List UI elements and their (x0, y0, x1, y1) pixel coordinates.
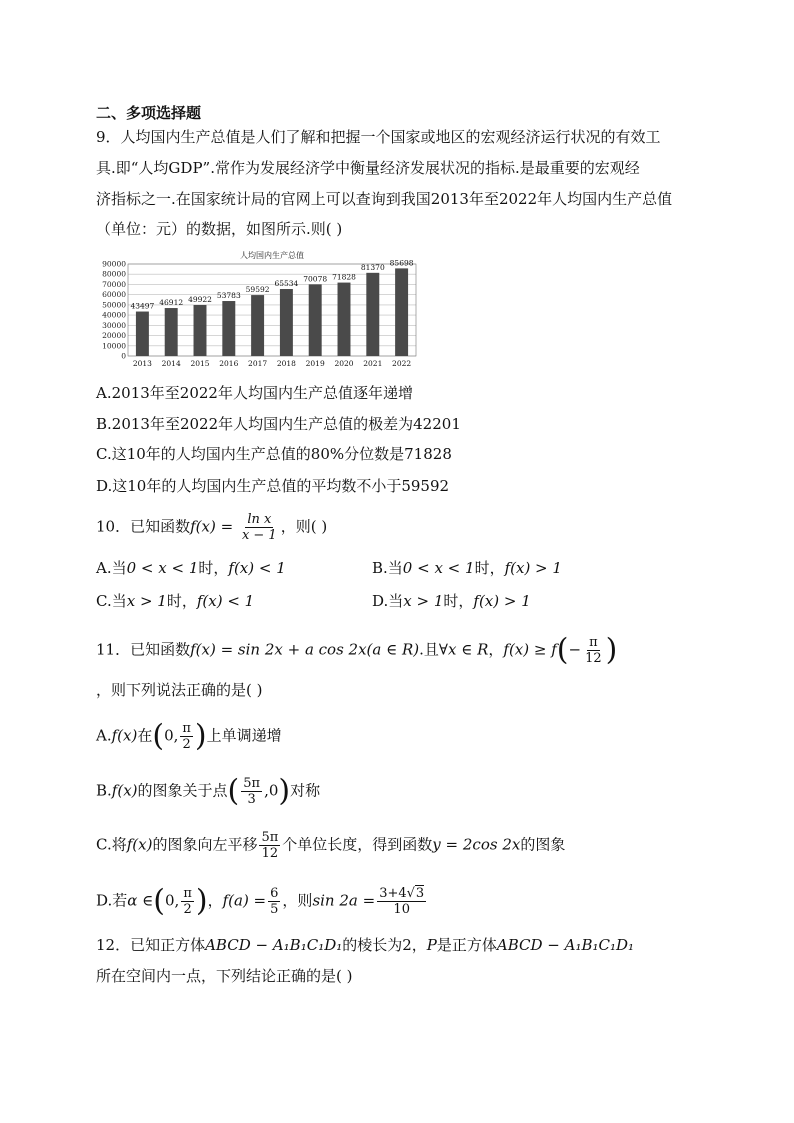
bar-2014 (165, 308, 178, 356)
y-tick-label: 70000 (102, 279, 126, 289)
data-label-2021: 81370 (360, 262, 385, 272)
q11-option-c[interactable]: C.将f(x)的图象向左平移 $\frac{5\pi}{12}$ 个单位长度，得到函数y = 2cos 2x的图象 (96, 830, 566, 861)
bar-2013 (136, 312, 149, 356)
q9-option-b[interactable]: B.2013年至2022年人均国内生产总值的极差为42201 (96, 415, 461, 433)
y-tick-label: 10000 (102, 341, 126, 351)
y-tick-label: 0 (121, 351, 126, 361)
x-tick-label: 2019 (305, 359, 325, 368)
data-label-2016: 53783 (216, 291, 241, 301)
q10-fraction: $\frac{\text{ln x}}{x - 1}$ (241, 512, 277, 543)
data-label-2018: 65534 (274, 279, 299, 289)
data-label-2020: 71828 (332, 272, 356, 282)
q11-option-a[interactable]: A.f(x)在(0, $\frac{\pi}{2}$ )上单调递增 (96, 718, 282, 754)
data-label-2017: 59592 (245, 285, 270, 295)
y-tick-label: 60000 (102, 290, 126, 300)
q11-stem: 11．已知函数f(x) = sin 2x + a cos 2x(a ∈ R).且∀x ∈ R，f(x) ≥ f(− $\frac{\pi}{12}$ ) (96, 632, 618, 668)
x-tick-label: 2016 (219, 359, 239, 368)
q10-option-a[interactable]: A.当0 < x < 1时，f(x) < 1 (96, 559, 286, 577)
q10-stem: 10．已知函数f(x) = $\frac{\text{ln x}}{x - 1}$ ，则( ) (96, 512, 328, 543)
y-tick-label: 20000 (102, 331, 126, 341)
q11-option-d[interactable]: D.若α ∈(0, $\frac{\pi}{2}$ )，f(a) = $\frac{6}{5}$ ，则sin 2a = $\frac{3+4√3}{10}$ (96, 883, 425, 919)
data-label-2019: 70078 (303, 274, 328, 284)
y-tick-label: 40000 (102, 310, 126, 320)
q9-option-d[interactable]: D.这10年的人均国内生产总值的平均数不小于59592 (96, 477, 450, 495)
chart-title: 人均国内生产总值 (240, 251, 304, 260)
q11-stem-line-2: ，则下列说法正确的是( ) (96, 681, 263, 699)
q10-option-c[interactable]: C.当x > 1时，f(x) < 1 (96, 592, 255, 610)
x-tick-label: 2015 (190, 359, 210, 368)
q9-stem-line-4: （单位：元）的数据，如图所示.则( ) (96, 220, 343, 238)
bar-2016 (222, 301, 235, 356)
x-tick-label: 2017 (248, 359, 268, 368)
q9-stem-line-1: 9．人均国内生产总值是人们了解和把握一个国家或地区的宏观经济运行状况的有效工 (96, 128, 661, 146)
data-label-2015: 49922 (188, 294, 212, 304)
bar-2019 (309, 284, 322, 356)
data-label-2013: 43497 (130, 301, 155, 311)
y-tick-label: 80000 (102, 269, 126, 279)
x-tick-label: 2014 (161, 359, 181, 368)
bar-2018 (280, 289, 293, 356)
bar-2015 (194, 305, 207, 356)
q10-option-d[interactable]: D.当x > 1时，f(x) > 1 (372, 592, 531, 610)
data-label-2014: 46912 (159, 298, 184, 308)
x-tick-label: 2013 (132, 359, 152, 368)
gdp-bar-chart (96, 248, 420, 368)
y-tick-label: 50000 (102, 300, 126, 310)
bar-2020 (338, 283, 351, 356)
y-tick-label: 30000 (102, 320, 126, 330)
x-tick-label: 2022 (392, 359, 412, 368)
x-tick-label: 2020 (334, 359, 354, 368)
q10-option-b[interactable]: B.当0 < x < 1时，f(x) > 1 (372, 559, 562, 577)
q11-option-b[interactable]: B.f(x)的图象关于点( $\frac{5\pi}{3}$ ,0)对称 (96, 773, 321, 809)
section-title: 二、多项选择题 (96, 104, 202, 122)
q9-stem-line-3: 济指标之一.在国家统计局的官网上可以查询到我国2013年至2022年人均国内生产总值 (96, 190, 673, 208)
q12-stem: 12．已知正方体ABCD − A₁B₁C₁D₁的棱长为2，P是正方体ABCD − A₁B₁C₁D₁ (96, 936, 635, 954)
q12-stem-line-2: 所在空间内一点，下列结论正确的是( ) (96, 967, 353, 985)
bar-2022 (395, 268, 408, 356)
x-tick-label: 2021 (363, 359, 383, 368)
data-label-2022: 85698 (389, 258, 414, 268)
q9-option-c[interactable]: C.这10年的人均国内生产总值的80%分位数是71828 (96, 445, 452, 463)
bar-2017 (251, 295, 264, 356)
q9-option-a[interactable]: A.2013年至2022年人均国内生产总值逐年递增 (96, 384, 413, 402)
x-tick-label: 2018 (276, 359, 296, 368)
bar-2021 (366, 273, 379, 356)
y-tick-label: 90000 (102, 259, 126, 269)
q9-stem-line-2: 具.即“人均GDP”.常作为发展经济学中衡量经济发展状况的指标.是最重要的宏观经 (96, 159, 640, 177)
